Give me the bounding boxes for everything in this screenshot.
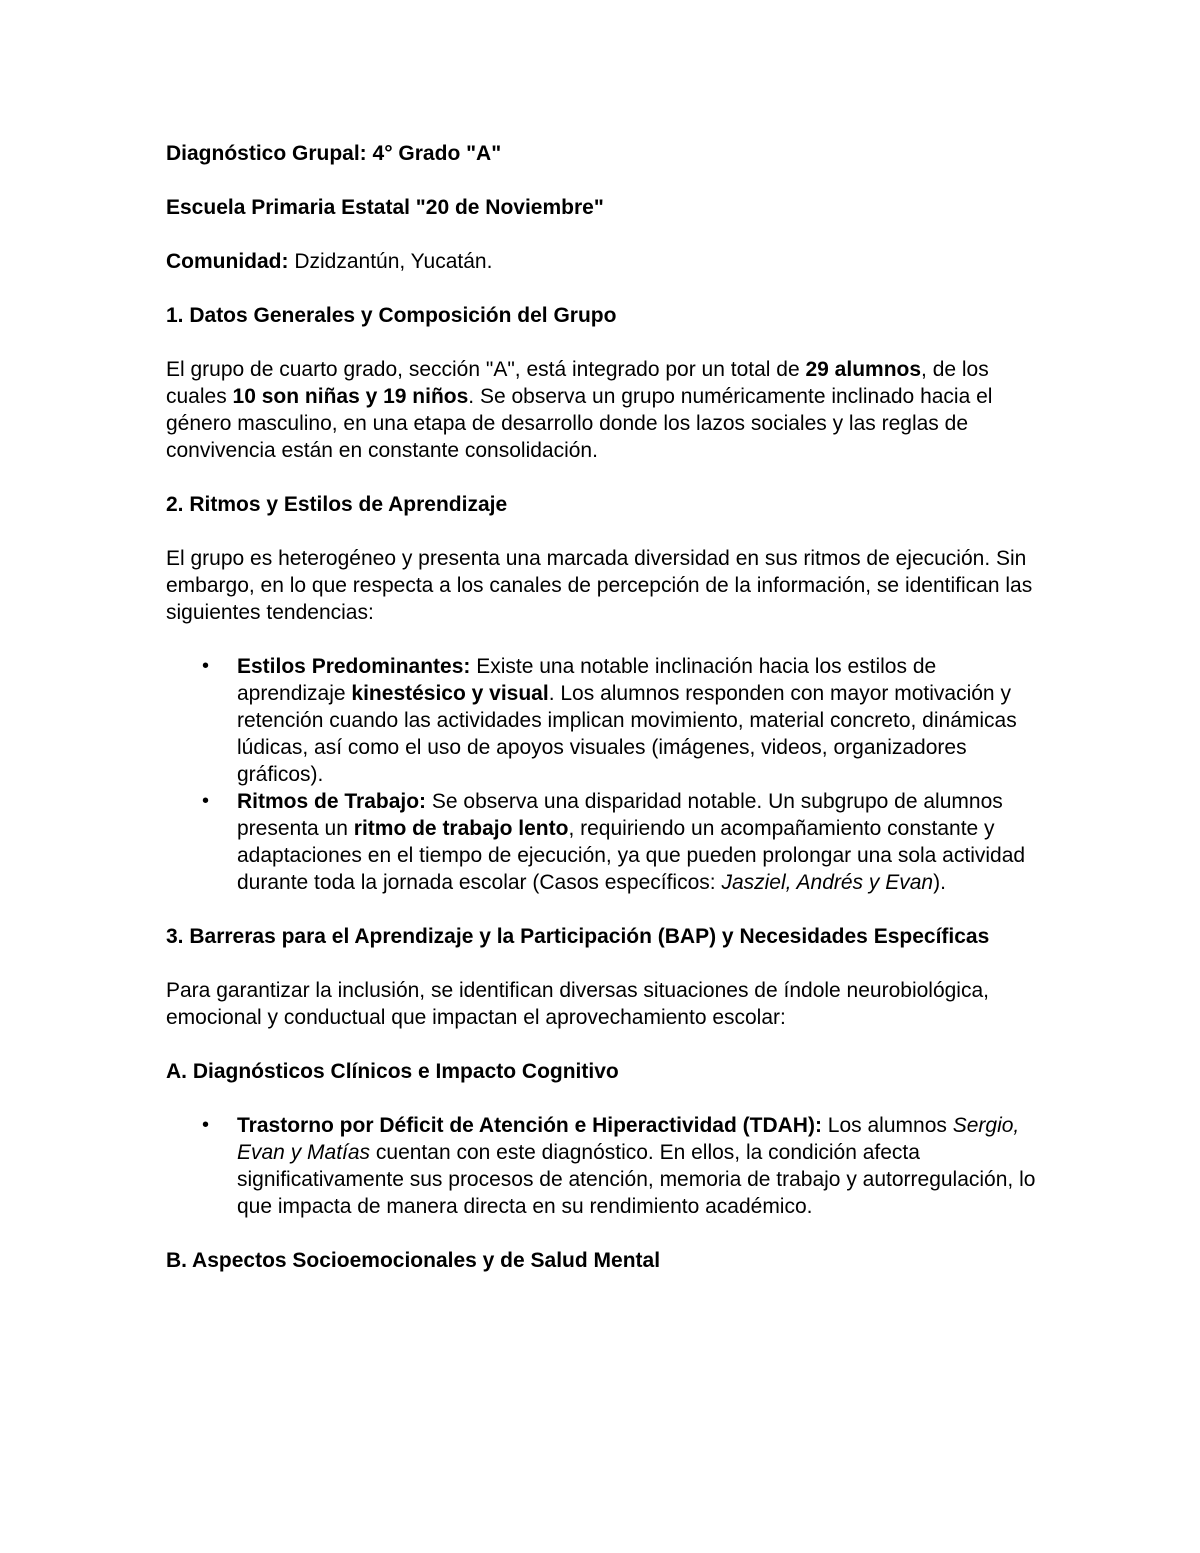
bullet-icon: • — [202, 790, 210, 812]
text-run: Existe una notable inclinación hacia los estilos de aprendizaje — [237, 655, 937, 705]
text-run: Los alumnos — [821, 1114, 953, 1137]
bullet-label: Estilos Predominantes: — [237, 655, 471, 678]
text-run: ). — [933, 871, 946, 894]
bullet-label: Ritmos de Trabajo: — [237, 790, 427, 813]
text-run: El grupo de cuarto grado, sección "A", está integrado por un total de — [166, 358, 806, 381]
community-line — [166, 248, 1046, 275]
bold-run: 10 son niñas y 19 niños — [232, 385, 469, 408]
section2-heading: 2. Ritmos y Estilos de Aprendizaje — [166, 493, 508, 516]
section3b-heading: B. Aspectos Socioemocionales y de Salud Mental — [166, 1249, 661, 1272]
italic-run: Jasziel, Andrés y Evan — [721, 871, 934, 894]
text-run: . Los alumnos responden con mayor motivación y retención cuando las actividades implican movimiento, material concreto, dinámicas lúdicas, así como el uso de apoyos visuales (imágenes, videos, organizadores gráficos). — [237, 682, 1017, 786]
document-title: Diagnóstico Grupal: 4° Grado "A" — [166, 142, 502, 165]
community-label: Comunidad: — [166, 250, 289, 273]
text-run: . Se observa un grupo numéricamente inclinado hacia el género masculino, en una etapa de desarrollo donde los lazos sociales y las reglas de convivencia están en constante consolidación. — [166, 385, 993, 462]
bold-run: ritmo de trabajo lento — [353, 817, 569, 840]
school-name: Escuela Primaria Estatal "20 de Noviembre" — [166, 196, 604, 219]
text-run: cuentan con este diagnóstico. En ellos, la condición afecta significativamente sus procesos de atención, memoria de trabajo y autorregulación, lo que impacta de manera directa en su rendimiento académico. — [237, 1141, 1036, 1218]
italic-run: Sergio, Evan y Matías — [237, 1114, 1020, 1164]
document-page — [166, 140, 1046, 1274]
section3a-bullet-list — [166, 1112, 1046, 1220]
section3a-heading: A. Diagnósticos Clínicos e Impacto Cognitivo — [166, 1060, 619, 1083]
section3-heading: 3. Barreras para el Aprendizaje y la Participación (BAP) y Necesidades Específicas — [166, 925, 990, 948]
section3-intro: Para garantizar la inclusión, se identifican diversas situaciones de índole neurobiológica, emocional y conductual que impactan el aprovechamiento escolar: — [166, 979, 989, 1029]
list-item — [166, 788, 1046, 896]
text-run: , requiriendo un acompañamiento constante y adaptaciones en el tiempo de ejecución, ya que pueden prolongar una sola actividad durante toda la jornada escolar (Casos específicos: — [237, 817, 1026, 894]
community-value: Dzidzantún, Yucatán. — [288, 250, 493, 273]
bullet-icon: • — [202, 655, 210, 677]
section2-bullet-list — [166, 653, 1046, 896]
list-item — [166, 653, 1046, 788]
bullet-label: Trastorno por Déficit de Atención e Hiperactividad (TDAH): — [237, 1114, 822, 1137]
section2-intro: El grupo es heterogéneo y presenta una marcada diversidad en sus ritmos de ejecución. Sin embargo, en lo que respecta a los canales de percepción de la información, se identifican las siguientes tendencias: — [166, 547, 1033, 624]
text-run: Se observa una disparidad notable. Un subgrupo de alumnos presenta un — [237, 790, 1003, 840]
section1-heading: 1. Datos Generales y Composición del Grupo — [166, 304, 617, 327]
bullet-icon: • — [202, 1114, 210, 1136]
bold-run: 29 alumnos — [805, 358, 922, 381]
list-item — [166, 1112, 1046, 1220]
bold-run: kinestésico y visual — [351, 682, 549, 705]
text-run: , de los cuales — [166, 358, 989, 408]
section1-paragraph — [166, 356, 1046, 464]
